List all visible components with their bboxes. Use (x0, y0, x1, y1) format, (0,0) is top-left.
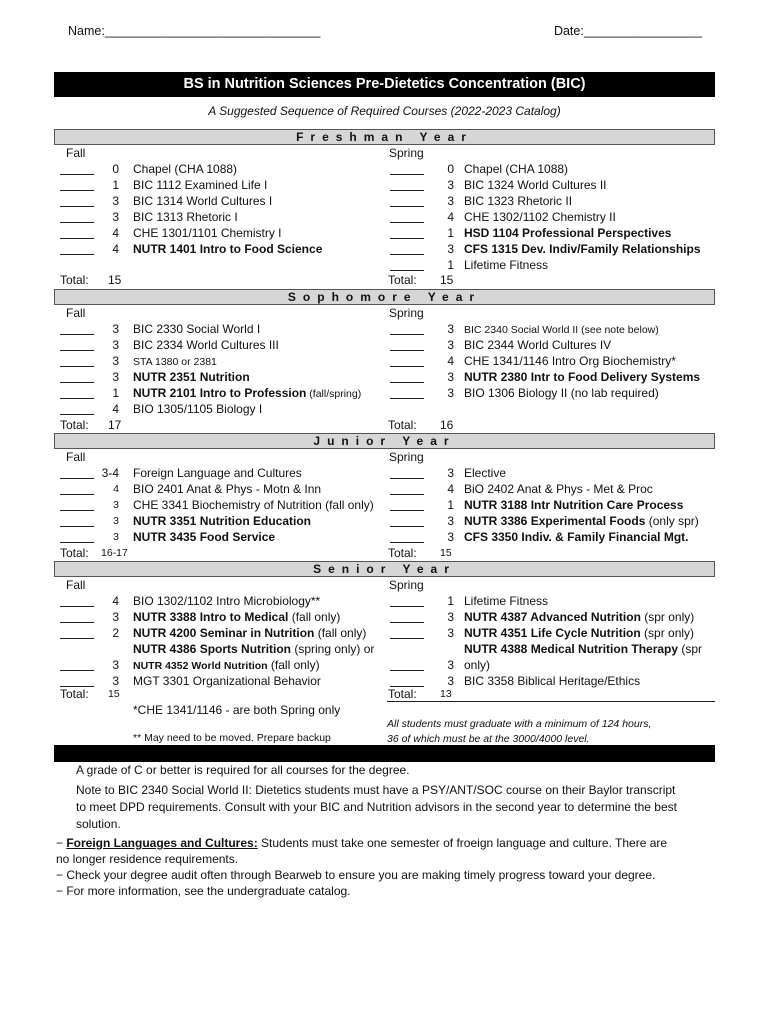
junior-fall-course-name: BIO 2401 Anat & Phys - Motn & Inn (133, 482, 322, 496)
junior-spring-course (464, 481, 653, 497)
note-grade: A grade of C or better is required for all courses for the degree. (76, 763, 410, 777)
senior-fall-course-name: NUTR 4200 Seminar in Nutrition (133, 626, 315, 640)
sophomore-year-header: Sophomore Year (54, 289, 715, 305)
junior-fall-credits: 4 (113, 483, 119, 495)
junior-spring-course-name: Elective (464, 466, 507, 480)
junior-spring-check-blank[interactable] (390, 515, 424, 527)
junior-spring-course (464, 529, 689, 545)
senior-spring-course-note: (spr only) (640, 610, 695, 624)
freshman-spring-label: Spring (389, 146, 424, 160)
sophomore-spring-course-name: NUTR 2380 Intr to Food Delivery Systems (464, 370, 701, 384)
sophomore-spring-credits: 3 (447, 386, 454, 400)
note-languages-2: no longer residence requirements. (56, 852, 239, 866)
sophomore-fall-total: 17 (108, 418, 122, 432)
freshman-spring-credits: 1 (447, 226, 454, 240)
senior-spring-credits: 1 (447, 594, 454, 608)
junior-fall-label: Fall (66, 450, 86, 464)
junior-spring-course (464, 513, 699, 529)
senior-spring-course (464, 609, 694, 625)
freshman-spring-course (464, 209, 616, 225)
sophomore-fall-course (133, 353, 217, 370)
senior-spring-credits: 3 (447, 658, 454, 672)
freshman-spring-check-blank[interactable] (390, 195, 424, 207)
freshman-fall-course-name: CHE 1301/1101 Chemistry I (133, 226, 282, 240)
sophomore-fall-course-name: BIO 1305/1105 Biology I (133, 402, 263, 416)
freshman-spring-course-name: HSD 1104 Professional Perspectives (464, 226, 672, 240)
senior-fall-course-name: BIO 1302/1102 Intro Microbiology** (133, 594, 321, 608)
freshman-fall-course (133, 209, 238, 225)
freshman-spring-course (464, 225, 671, 241)
note-bic-2: to meet DPD requirements. Consult with your BIC and Nutrition advisors in the second year to determine the best (76, 800, 677, 814)
sophomore-fall-course-note: (fall/spring) (306, 388, 362, 400)
senior-spring-course (464, 673, 640, 689)
freshman-fall-course (133, 225, 282, 241)
freshman-spring-total-label: Total: (388, 273, 417, 287)
senior-spring-course-name: NUTR 4351 Life Cycle Nutrition (464, 626, 641, 640)
senior-fall-total: 15 (108, 688, 120, 700)
sophomore-fall-course-name: BIC 2334 World Cultures III (133, 338, 279, 352)
sophomore-spring-credits: 3 (447, 370, 454, 384)
name-field[interactable]: Name:_______________________________ (68, 24, 321, 38)
sophomore-fall-course (133, 401, 262, 417)
sophomore-spring-course (464, 385, 659, 401)
freshman-spring-check-blank[interactable] (390, 211, 424, 223)
senior-fall-course (133, 609, 340, 625)
sophomore-fall-credits: 3 (112, 322, 119, 336)
junior-spring-course (464, 465, 506, 481)
document-title: BS in Nutrition Sciences Pre-Dietetics Concentration (BIC) (54, 72, 715, 97)
senior-spring-course-note: (spr (678, 642, 703, 656)
senior-spring-total-label: Total: (388, 687, 417, 701)
junior-spring-credits: 4 (447, 482, 454, 496)
freshman-spring-credits: 1 (447, 258, 454, 272)
sophomore-spring-course (464, 337, 611, 353)
junior-spring-label: Spring (389, 450, 424, 464)
sophomore-fall-credits: 3 (112, 354, 119, 368)
freshman-fall-credits: 3 (112, 194, 119, 208)
freshman-fall-course (133, 241, 322, 257)
sophomore-spring-course-name: BIC 2344 World Cultures IV (464, 338, 612, 352)
freshman-fall-credits: 0 (112, 162, 119, 176)
junior-spring-course-name: NUTR 3386 Experimental Foods (464, 514, 646, 528)
freshman-fall-course (133, 177, 267, 193)
junior-fall-course-name: CHE 3341 Biochemistry of Nutrition (fall only) (133, 498, 374, 512)
freshman-spring-check-blank[interactable] (390, 179, 424, 191)
freshman-spring-course-name: BIC 1323 Rhetoric II (464, 194, 573, 208)
junior-fall-course (133, 481, 321, 497)
senior-fall-course-name: NUTR 4352 World Nutrition (133, 660, 268, 672)
senior-fall-course-note: (spring only) or (291, 642, 375, 656)
junior-spring-credits: 3 (447, 514, 454, 528)
freshman-spring-credits: 4 (447, 210, 454, 224)
senior-fall-course-note: (fall only) (267, 658, 320, 672)
freshman-fall-total: 15 (108, 273, 122, 287)
freshman-fall-credits: 1 (112, 178, 119, 192)
senior-spring-course-name: NUTR 4388 Medical Nutrition Therapy (464, 642, 679, 656)
junior-spring-check-blank[interactable] (390, 483, 424, 495)
freshman-spring-course (464, 241, 701, 257)
sophomore-fall-course (133, 385, 361, 402)
sophomore-fall-course-name: NUTR 2101 Intro to Profession (133, 386, 307, 400)
senior-spring-check-blank[interactable] (390, 627, 424, 639)
junior-fall-course (133, 529, 275, 545)
footnote-bio: ** May need to be moved. Prepare backup (133, 732, 331, 744)
divider (387, 701, 715, 702)
sophomore-spring-check-blank[interactable] (390, 371, 424, 383)
sophomore-spring-check-blank[interactable] (390, 323, 424, 335)
sophomore-fall-course-name: NUTR 2351 Nutrition (133, 370, 250, 384)
sophomore-spring-course-name: BIC 2340 Social World II (see note below) (464, 324, 659, 336)
senior-fall-course-name: MGT 3301 Organizational Behavior (133, 674, 321, 688)
sophomore-fall-credits: 3 (112, 370, 119, 384)
senior-year-header: Senior Year (54, 561, 715, 577)
note-languages-label: Foreign Languages and Cultures: (66, 836, 258, 850)
form-header (68, 24, 702, 42)
senior-spring-check-blank[interactable] (390, 611, 424, 623)
note-audit: − Check your degree audit often through Bearweb to ensure you are making timely progress toward your degree. (56, 868, 656, 882)
junior-fall-course (133, 513, 311, 529)
sophomore-spring-course-name: CHE 1341/1146 Intro Org Biochemistry* (464, 354, 676, 368)
senior-fall-credits: 2 (112, 626, 119, 640)
senior-spring-course-name: only) (464, 658, 491, 672)
senior-fall-course (133, 673, 321, 689)
senior-spring-course (464, 657, 490, 673)
freshman-fall-total-label: Total: (60, 273, 89, 287)
sophomore-spring-check-blank[interactable] (390, 339, 424, 351)
junior-fall-total-label: Total: (60, 546, 89, 560)
freshman-fall-course (133, 193, 272, 209)
freshman-fall-course (133, 161, 237, 177)
junior-fall-course-name: NUTR 3351 Nutrition Education (133, 514, 312, 528)
senior-spring-credits: 3 (447, 674, 454, 688)
senior-fall-course-name: NUTR 4386 Sports Nutrition (133, 642, 292, 656)
freshman-spring-credits: 3 (447, 194, 454, 208)
junior-spring-total: 15 (440, 547, 452, 559)
freshman-fall-course-name: BIC 1314 World Cultures I (133, 194, 273, 208)
note-languages (56, 835, 667, 852)
note-bic-3: solution. (76, 817, 121, 831)
freshman-spring-course (464, 257, 548, 273)
sophomore-fall-total-label: Total: (60, 418, 89, 432)
senior-fall-course-note: (fall only) (314, 626, 367, 640)
senior-spring-label: Spring (389, 578, 424, 592)
freshman-spring-course (464, 177, 607, 193)
freshman-spring-course (464, 193, 572, 209)
sophomore-spring-course (464, 369, 700, 385)
sophomore-spring-label: Spring (389, 306, 424, 320)
freshman-spring-credits: 3 (447, 242, 454, 256)
note-languages-text: Students must take one semester of froeign language and culture. There are (257, 836, 668, 850)
note-bic-1: Note to BIC 2340 Social World II: Dietetics students must have a PSY/ANT/SOC course on their Baylor transcript (76, 783, 676, 797)
sophomore-spring-check-blank[interactable] (390, 355, 424, 367)
note-languages-prefix: − (56, 836, 67, 850)
senior-spring-course (464, 593, 548, 609)
senior-fall-course (133, 641, 374, 657)
freshman-spring-check-blank[interactable] (390, 163, 424, 175)
junior-spring-total-label: Total: (388, 546, 417, 560)
freshman-spring-course-name: BIC 1324 World Cultures II (464, 178, 607, 192)
senior-fall-credits: 3 (112, 610, 119, 624)
junior-spring-course (464, 497, 683, 513)
junior-fall-course-name: NUTR 3435 Food Service (133, 530, 276, 544)
junior-fall-total: 16-17 (101, 547, 128, 559)
sophomore-fall-credits: 3 (112, 338, 119, 352)
junior-fall-course (133, 465, 302, 481)
freshman-fall-course-name: Chapel (CHA 1088) (133, 162, 238, 176)
freshman-spring-total: 15 (440, 273, 454, 287)
freshman-spring-course (464, 161, 568, 177)
sophomore-spring-course (464, 353, 676, 369)
senior-spring-course (464, 641, 702, 657)
sophomore-fall-credits: 1 (112, 386, 119, 400)
junior-fall-credits: 3 (113, 499, 119, 511)
sophomore-fall-credits: 4 (112, 402, 119, 416)
senior-spring-credits: 3 (447, 626, 454, 640)
freshman-year-header: Freshman Year (54, 129, 715, 145)
senior-fall-total-label: Total: (60, 687, 89, 701)
junior-fall-credits: 3 (113, 515, 119, 527)
sophomore-fall-course-name: STA 1380 or 2381 (133, 356, 217, 368)
junior-spring-credits: 1 (447, 498, 454, 512)
senior-fall-course (133, 593, 320, 609)
senior-spring-course-name: NUTR 4387 Advanced Nutrition (464, 610, 641, 624)
freshman-fall-label: Fall (66, 146, 86, 160)
sophomore-spring-total: 16 (440, 418, 454, 432)
section-divider-bar (54, 745, 715, 762)
junior-spring-course-name: BiO 2402 Anat & Phys - Met & Proc (464, 482, 653, 496)
senior-spring-course-name: Lifetime Fitness (464, 594, 549, 608)
junior-spring-check-blank[interactable] (390, 499, 424, 511)
freshman-spring-course-name: CFS 1315 Dev. Indiv/Family Relationships (464, 242, 701, 256)
freshman-fall-course-name: NUTR 1401 Intro to Food Science (133, 242, 323, 256)
freshman-spring-credits: 0 (447, 162, 454, 176)
junior-year-header: Junior Year (54, 433, 715, 449)
freshman-fall-credits: 4 (112, 242, 119, 256)
senior-fall-course-name: NUTR 3388 Intro to Medical (133, 610, 289, 624)
sophomore-spring-credits: 3 (447, 322, 454, 336)
freshman-fall-course-name: BIC 1313 Rhetoric I (133, 210, 238, 224)
junior-fall-course-name: Foreign Language and Cultures (133, 466, 302, 480)
senior-fall-course (133, 657, 320, 674)
freshman-spring-check-blank[interactable] (390, 227, 424, 239)
sophomore-fall-course (133, 321, 260, 337)
junior-spring-course-name: CFS 3350 Indiv. & Family Financial Mgt. (464, 530, 689, 544)
senior-fall-credits: 3 (112, 658, 119, 672)
sophomore-fall-course (133, 369, 250, 385)
junior-spring-credits: 3 (447, 466, 454, 480)
freshman-fall-credits: 3 (112, 210, 119, 224)
freshman-fall-course-name: BIC 1112 Examined Life I (133, 178, 268, 192)
senior-spring-course-name: BIC 3358 Biblical Heritage/Ethics (464, 674, 641, 688)
sophomore-spring-check-blank[interactable] (390, 387, 424, 399)
junior-fall-credits: 3-4 (101, 466, 119, 480)
sophomore-spring-total-label: Total: (388, 418, 417, 432)
footnote-graduation-2: 36 of which must be at the 3000/4000 level. (387, 733, 590, 745)
sophomore-fall-label: Fall (66, 306, 86, 320)
junior-fall-credits: 3 (113, 531, 119, 543)
note-catalog: − For more information, see the undergraduate catalog. (56, 884, 351, 898)
footnote-che: *CHE 1341/1146 - are both Spring only (133, 703, 341, 717)
junior-spring-check-blank[interactable] (390, 531, 424, 543)
junior-fall-course (133, 497, 374, 513)
junior-spring-course-name: NUTR 3188 Intr Nutrition Care Process (464, 498, 684, 512)
date-field[interactable]: Date:_________________ (553, 24, 702, 38)
senior-fall-label: Fall (66, 578, 86, 592)
sophomore-fall-course (133, 337, 279, 353)
senior-fall-credits: 3 (112, 674, 119, 688)
junior-spring-course-note: (only spr) (645, 514, 699, 528)
freshman-spring-check-blank[interactable] (390, 243, 424, 255)
senior-fall-course-note: (fall only) (288, 610, 341, 624)
freshman-spring-course-name: Lifetime Fitness (464, 258, 549, 272)
footnote-graduation-1: All students must graduate with a minimum of 124 hours, (387, 718, 652, 730)
sophomore-spring-course-name: BIO 1306 Biology II (no lab required) (464, 386, 659, 400)
senior-spring-course-note: (spr only) (640, 626, 695, 640)
senior-fall-course (133, 625, 366, 641)
freshman-fall-credits: 4 (112, 226, 119, 240)
junior-spring-check-blank[interactable] (390, 467, 424, 479)
sophomore-fall-course-name: BIC 2330 Social World I (133, 322, 261, 336)
sophomore-spring-course (464, 321, 659, 338)
senior-spring-credits: 3 (447, 610, 454, 624)
senior-spring-course (464, 625, 694, 641)
freshman-spring-course-name: Chapel (CHA 1088) (464, 162, 569, 176)
freshman-spring-check-blank[interactable] (390, 259, 424, 271)
senior-spring-check-blank[interactable] (390, 659, 424, 671)
senior-spring-total: 13 (440, 688, 452, 700)
freshman-spring-credits: 3 (447, 178, 454, 192)
freshman-spring-course-name: CHE 1302/1102 Chemistry II (464, 210, 616, 224)
document-subtitle: A Suggested Sequence of Required Courses (2022-2023 Catalog) (208, 104, 561, 118)
sophomore-spring-credits: 4 (447, 354, 454, 368)
junior-spring-credits: 3 (447, 530, 454, 544)
sophomore-spring-credits: 3 (447, 338, 454, 352)
senior-spring-check-blank[interactable] (390, 595, 424, 607)
senior-fall-credits: 4 (112, 594, 119, 608)
